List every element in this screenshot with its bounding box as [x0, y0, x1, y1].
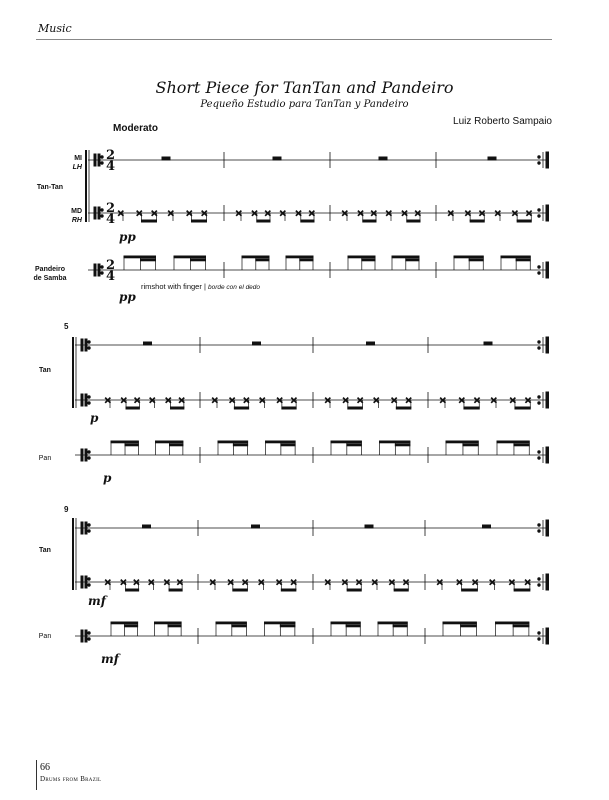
note-head: ×: [275, 578, 283, 588]
time-signature-bottom: 4: [106, 159, 116, 174]
repeat-dot: [538, 209, 540, 211]
note-head: ×: [390, 396, 398, 406]
repeat-dot: [538, 457, 540, 459]
note-beam: [218, 441, 248, 443]
dynamic-pan-1: pp: [119, 290, 136, 304]
label-lh: LH: [72, 164, 82, 171]
label-tan-3: Tan: [39, 547, 51, 554]
label-md: MD: [71, 208, 82, 215]
note-beam: [191, 259, 206, 261]
note-beam: [347, 589, 361, 591]
note-head: ×: [133, 396, 141, 406]
note-head: ×: [132, 578, 141, 588]
whole-rest: [162, 157, 170, 160]
repeat-dot: [88, 632, 90, 634]
note-beam: [470, 220, 484, 222]
end-barline-thick: [546, 337, 549, 353]
note-beam: [300, 259, 313, 261]
note-beam: [111, 441, 138, 443]
page-number: 66: [40, 762, 50, 773]
note-head: ×: [226, 578, 235, 588]
note-head: ×: [341, 209, 349, 219]
percussion-clef: [98, 154, 100, 166]
note-head: ×: [439, 396, 447, 406]
repeat-dot: [88, 584, 90, 586]
repeat-dot: [88, 402, 90, 404]
repeat-dot: [538, 402, 540, 404]
note-head: ×: [264, 209, 272, 219]
repeat-dot: [101, 272, 103, 274]
note-head: ×: [200, 209, 209, 219]
whole-rest: [273, 157, 281, 160]
composer-name: Luiz Roberto Sampaio: [453, 116, 552, 127]
note-beam: [234, 407, 248, 409]
end-barline-thick: [546, 447, 549, 463]
section-label: Music: [38, 22, 72, 35]
percussion-clef: [81, 449, 83, 461]
repeat-dot: [101, 215, 103, 217]
note-beam: [216, 622, 246, 624]
repeat-dot: [538, 451, 540, 453]
note-head: ×: [455, 578, 464, 588]
dynamic-tan-2: p: [90, 411, 99, 425]
note-beam: [125, 444, 138, 446]
dynamic-pan-2: p: [103, 471, 112, 485]
note-beam: [265, 622, 295, 624]
note-beam: [142, 220, 157, 222]
note-head: ×: [290, 396, 298, 406]
note-beam: [125, 625, 138, 627]
note-beam: [396, 407, 411, 409]
whole-rest: [144, 342, 152, 345]
percussion-clef: [81, 630, 83, 642]
note-head: ×: [341, 396, 350, 406]
note-head: ×: [464, 209, 472, 219]
repeat-dot: [88, 396, 90, 398]
note-beam: [170, 444, 183, 446]
note-head: ×: [150, 209, 159, 219]
label-rh: RH: [71, 217, 82, 224]
note-beam: [346, 625, 360, 627]
note-head: ×: [488, 578, 497, 588]
whole-rest: [483, 525, 491, 528]
note-beam: [232, 625, 247, 627]
note-beam: [348, 407, 363, 409]
note-beam: [111, 622, 138, 624]
note-beam: [378, 622, 407, 624]
percussion-clef: [94, 264, 96, 276]
note-head: ×: [250, 209, 259, 219]
note-beam: [380, 441, 410, 443]
time-signature-top: 2: [106, 148, 116, 163]
whole-rest: [488, 157, 496, 160]
note-head: ×: [436, 578, 444, 588]
time-signature-bottom: 4: [106, 269, 116, 284]
repeat-dot: [88, 341, 90, 343]
time-signature-top: 2: [106, 201, 116, 216]
note-beam: [513, 625, 529, 627]
end-barline-thick: [546, 262, 549, 278]
whole-rest: [367, 342, 375, 345]
note-head: ×: [356, 396, 364, 406]
note-beam: [362, 259, 375, 261]
note-beam: [156, 441, 183, 443]
note-head: ×: [524, 396, 532, 406]
time-signature-bottom: 4: [106, 212, 116, 227]
dynamic-tan-3: mf: [88, 594, 106, 608]
percussion-clef: [94, 154, 96, 166]
note-head: ×: [294, 209, 303, 219]
percussion-clef: [85, 576, 87, 588]
note-beam: [446, 441, 478, 443]
label-mi: MI: [74, 155, 82, 162]
note-head: ×: [341, 578, 349, 588]
whole-rest: [365, 525, 373, 528]
note-beam: [496, 622, 529, 624]
note-head: ×: [241, 578, 249, 588]
note-head: ×: [414, 209, 422, 219]
note-beam: [280, 625, 295, 627]
note-head: ×: [228, 396, 236, 406]
whole-rest: [143, 525, 151, 528]
note-head: ×: [370, 209, 378, 219]
note-beam: [407, 220, 420, 222]
percussion-clef: [94, 207, 96, 219]
repeat-dot: [538, 632, 540, 634]
note-head: ×: [235, 209, 243, 219]
note-beam: [463, 444, 478, 446]
percussion-clef: [85, 394, 87, 406]
end-barline-thick: [546, 152, 549, 168]
whole-rest: [379, 157, 387, 160]
note-head: ×: [494, 209, 502, 219]
note-head: ×: [279, 209, 287, 219]
percussion-clef: [98, 207, 100, 219]
note-head: ×: [117, 209, 125, 219]
repeat-dot: [88, 530, 90, 532]
note-head: ×: [478, 209, 486, 219]
repeat-dot: [88, 347, 90, 349]
note-beam: [233, 589, 248, 591]
repeat-dot: [538, 530, 540, 532]
note-beam: [462, 589, 478, 591]
note-beam: [347, 444, 362, 446]
note-head: ×: [355, 578, 363, 588]
dynamic-pan-3: mf: [101, 652, 119, 666]
note-beam: [392, 256, 419, 258]
note-beam: [497, 441, 529, 443]
note-head: ×: [508, 578, 516, 588]
note-head: ×: [308, 209, 316, 219]
note-beam: [514, 444, 529, 446]
time-signature-top: 2: [106, 258, 116, 273]
repeat-dot: [101, 156, 103, 158]
repeat-dot: [538, 162, 540, 164]
note-beam: [281, 444, 295, 446]
note-head: ×: [388, 578, 396, 588]
label-pan-2: Pan: [38, 455, 52, 462]
note-head: ×: [511, 209, 519, 219]
note-head: ×: [164, 396, 173, 406]
note-beam: [393, 625, 407, 627]
note-beam: [394, 589, 408, 591]
repeat-dot: [538, 156, 540, 158]
repeat-dot: [88, 524, 90, 526]
whole-rest: [252, 525, 260, 528]
measure-number-5: 5: [64, 322, 69, 331]
repeat-dot: [538, 578, 540, 580]
note-beam: [454, 256, 483, 258]
note-beam: [464, 407, 479, 409]
percussion-clef: [81, 576, 83, 588]
note-beam: [124, 256, 156, 258]
note-beam: [266, 441, 296, 443]
note-beam: [281, 589, 296, 591]
note-beam: [286, 256, 313, 258]
note-head: ×: [177, 396, 186, 406]
note-head: ×: [324, 396, 332, 406]
note-head: ×: [508, 396, 517, 406]
repeat-dot: [88, 578, 90, 580]
note-head: ×: [523, 578, 532, 588]
note-head: ×: [119, 578, 128, 588]
note-beam: [406, 259, 419, 261]
note-head: ×: [185, 209, 194, 219]
rimshot-annotation: rimshot with finger | borde con el dedo: [141, 282, 261, 291]
footer-bar: [36, 760, 37, 790]
piece-subtitle: Pequeño Estudio para TanTan y Pandeiro: [200, 99, 409, 110]
note-beam: [257, 220, 270, 222]
repeat-dot: [538, 272, 540, 274]
note-beam: [126, 407, 139, 409]
note-head: ×: [257, 578, 266, 588]
note-beam: [155, 622, 182, 624]
note-head: ×: [147, 578, 156, 588]
note-beam: [501, 256, 530, 258]
repeat-dot: [538, 266, 540, 268]
note-beam: [331, 441, 361, 443]
end-barline-thick: [546, 392, 549, 408]
dynamic-tan-1: pp: [119, 230, 136, 244]
note-head: ×: [275, 396, 284, 406]
note-beam: [515, 407, 530, 409]
repeat-dot: [538, 638, 540, 640]
repeat-dot: [538, 584, 540, 586]
label-tantan: Tan-Tan: [36, 184, 64, 191]
note-beam: [517, 220, 531, 222]
note-head: ×: [104, 396, 112, 406]
note-head: ×: [490, 396, 498, 406]
tempo-marking: Moderato: [113, 123, 158, 134]
label-pan-3: Pan: [38, 633, 52, 640]
label-pandeiro-1: Pandeiro: [35, 266, 65, 273]
note-head: ×: [242, 396, 251, 406]
end-barline-thick: [546, 574, 549, 590]
note-head: ×: [471, 578, 479, 588]
note-head: ×: [209, 578, 217, 588]
note-head: ×: [404, 396, 413, 406]
note-beam: [141, 259, 156, 261]
note-beam: [514, 589, 530, 591]
repeat-dot: [101, 266, 103, 268]
note-beam: [171, 407, 184, 409]
note-head: ×: [135, 209, 144, 219]
note-head: ×: [148, 396, 157, 406]
note-beam: [282, 407, 296, 409]
end-barline-thick: [546, 628, 549, 644]
repeat-dot: [101, 162, 103, 164]
note-head: ×: [385, 209, 393, 219]
note-head: ×: [356, 209, 365, 219]
note-head: ×: [473, 396, 481, 406]
note-head: ×: [400, 209, 409, 219]
percussion-clef: [81, 522, 83, 534]
note-beam: [516, 259, 530, 261]
note-beam: [469, 259, 483, 261]
note-beam: [443, 622, 476, 624]
note-head: ×: [211, 396, 219, 406]
note-beam: [169, 589, 182, 591]
note-head: ×: [324, 578, 332, 588]
note-beam: [168, 625, 181, 627]
note-head: ×: [525, 209, 533, 219]
percussion-clef: [85, 449, 87, 461]
note-head: ×: [104, 578, 112, 588]
note-beam: [331, 622, 360, 624]
whole-rest: [484, 342, 492, 345]
percussion-clef: [98, 264, 100, 276]
note-head: ×: [457, 396, 466, 406]
note-head: ×: [289, 578, 298, 588]
end-barline-thick: [546, 205, 549, 221]
percussion-clef: [85, 522, 87, 534]
note-beam: [256, 259, 269, 261]
note-beam: [395, 444, 410, 446]
percussion-clef: [81, 339, 83, 351]
measure-number-9: 9: [64, 505, 69, 514]
note-beam: [363, 220, 376, 222]
note-head: ×: [167, 209, 175, 219]
note-head: ×: [163, 578, 171, 588]
repeat-dot: [538, 215, 540, 217]
repeat-dot: [538, 524, 540, 526]
note-head: ×: [176, 578, 184, 588]
note-head: ×: [372, 396, 381, 406]
note-head: ×: [447, 209, 455, 219]
end-barline-thick: [546, 520, 549, 536]
note-beam: [174, 256, 206, 258]
book-title: Drums from Brazil: [40, 775, 102, 783]
repeat-dot: [88, 638, 90, 640]
note-beam: [233, 444, 247, 446]
repeat-dot: [88, 457, 90, 459]
whole-rest: [253, 342, 261, 345]
percussion-clef: [85, 339, 87, 351]
repeat-dot: [538, 396, 540, 398]
piece-title: Short Piece for TanTan and Pandeiro: [155, 78, 454, 97]
label-tan-2: Tan: [39, 367, 51, 374]
label-pandeiro-2: de Samba: [33, 275, 67, 282]
repeat-dot: [101, 209, 103, 211]
note-beam: [192, 220, 207, 222]
note-head: ×: [120, 396, 128, 406]
note-beam: [461, 625, 477, 627]
note-beam: [301, 220, 314, 222]
note-beam: [126, 589, 139, 591]
repeat-dot: [538, 341, 540, 343]
note-beam: [242, 256, 269, 258]
note-head: ×: [402, 578, 410, 588]
note-head: ×: [258, 396, 267, 406]
percussion-clef: [85, 630, 87, 642]
note-beam: [348, 256, 375, 258]
repeat-dot: [538, 347, 540, 349]
percussion-clef: [81, 394, 83, 406]
note-head: ×: [371, 578, 379, 588]
repeat-dot: [88, 451, 90, 453]
